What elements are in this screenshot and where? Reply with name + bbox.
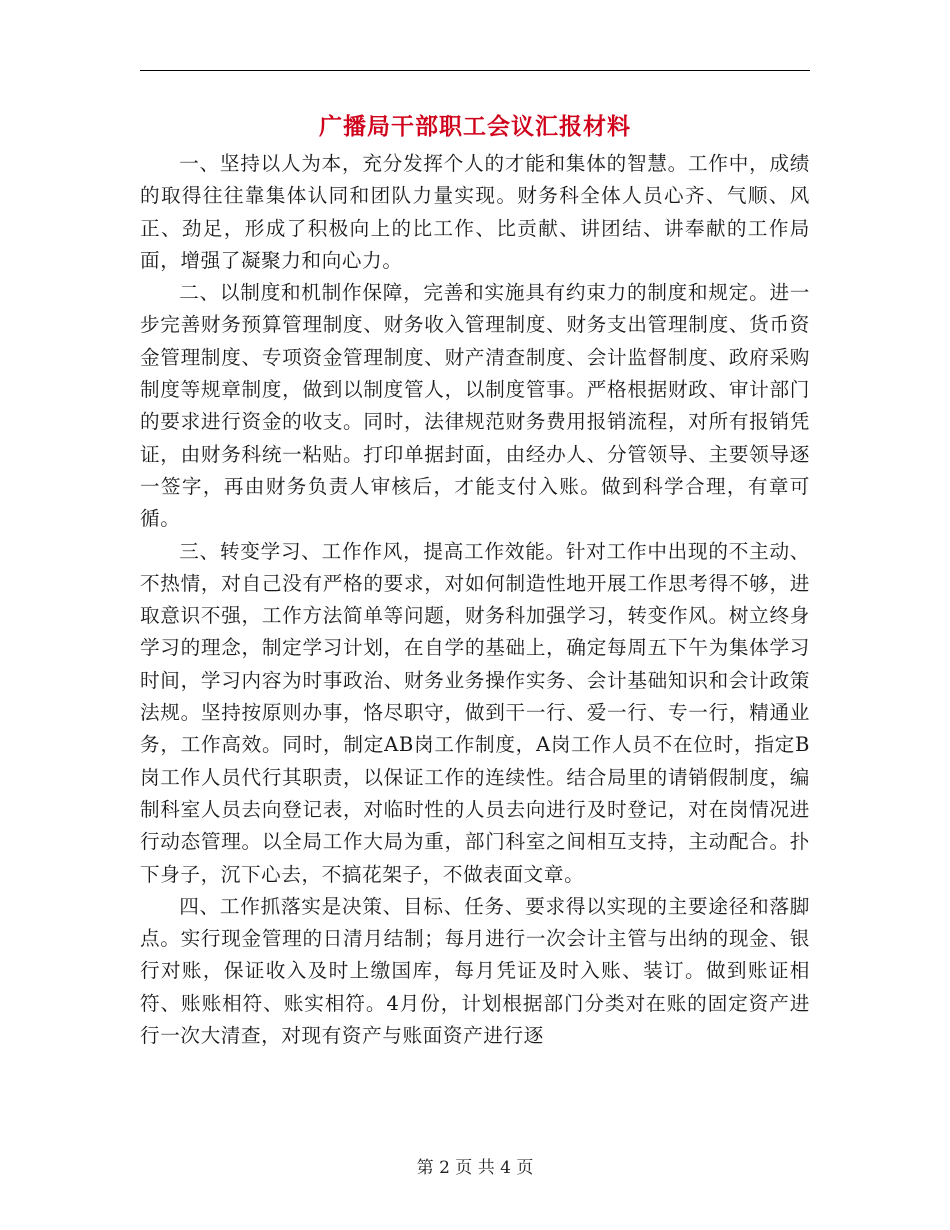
header-rule	[140, 70, 810, 71]
paragraph-1: 一、坚持以人为本，充分发挥个人的才能和集体的智慧。工作中，成绩的取得往往靠集体认同和团队力量实现。财务科全体人员心齐、气顺、风正、劲足，形成了积极向上的比工作、比贡献、讲团结、讲奉献的工作局面，增强了凝聚力和向心力。	[140, 152, 810, 272]
paragraph-2: 二、以制度和机制作保障，完善和实施具有约束力的制度和规定。进一步完善财务预算管理制度、财务收入管理制度、财务支出管理制度、货币资金管理制度、专项资金管理制度、财产清查制度、会计监督制度、政府采购制度等规章制度，做到以制度管人，以制度管事。严格根据财政、审计部门的要求进行资金的收支。同时，法律规范财务费用报销流程，对所有报销凭证，由财务科统一粘贴。打印单据封面，由经办人、分管领导、主要领导逐一签字，再由财务负责人审核后，才能支付入账。做到科学合理，有章可循。	[140, 281, 810, 531]
paragraph-3: 三、转变学习、工作作风，提高工作效能。针对工作中出现的不主动、不热情，对自己没有严格的要求，对如何制造性地开展工作思考得不够，进取意识不强，工作方法简单等问题，财务科加强学习，转变作风。树立终身学习的理念，制定学习计划，在自学的基础上，确定每周五下午为集体学习时间，学习内容为时事政治、财务业务操作实务、会计基础知识和会计政策法规。坚持按原则办事，恪尽职守，做到干一行、爱一行、专一行，精通业务，工作高效。同时，制定AB岗工作制度，A岗工作人员不在位时，指定B岗工作人员代行其职责，以保证工作的连续性。结合局里的请销假制度，编制科室人员去向登记表，对临时性的人员去向进行及时登记，对在岗情况进行动态管理。以全局工作大局为重，部门科室之间相互支持，主动配合。扑下身子，沉下心去，不搞花架子，不做表面文章。	[140, 539, 810, 886]
document-title: 广播局干部职工会议汇报材料	[319, 113, 631, 140]
page-number: 第 2 页 共 4 页	[416, 1158, 534, 1178]
document-body	[140, 148, 810, 1052]
paragraph-4: 四、工作抓落实是决策、目标、任务、要求得以实现的主要途径和落脚点。实行现金管理的日清月结制；每月进行一次会计主管与出纳的现金、银行对账，保证收入及时上缴国库，每月凭证及时入账、装订。做到账证相符、账账相符、账实相符。4月份，计划根据部门分类对在账的固定资产进行一次大清查，对现有资产与账面资产进行逐	[140, 894, 810, 1048]
